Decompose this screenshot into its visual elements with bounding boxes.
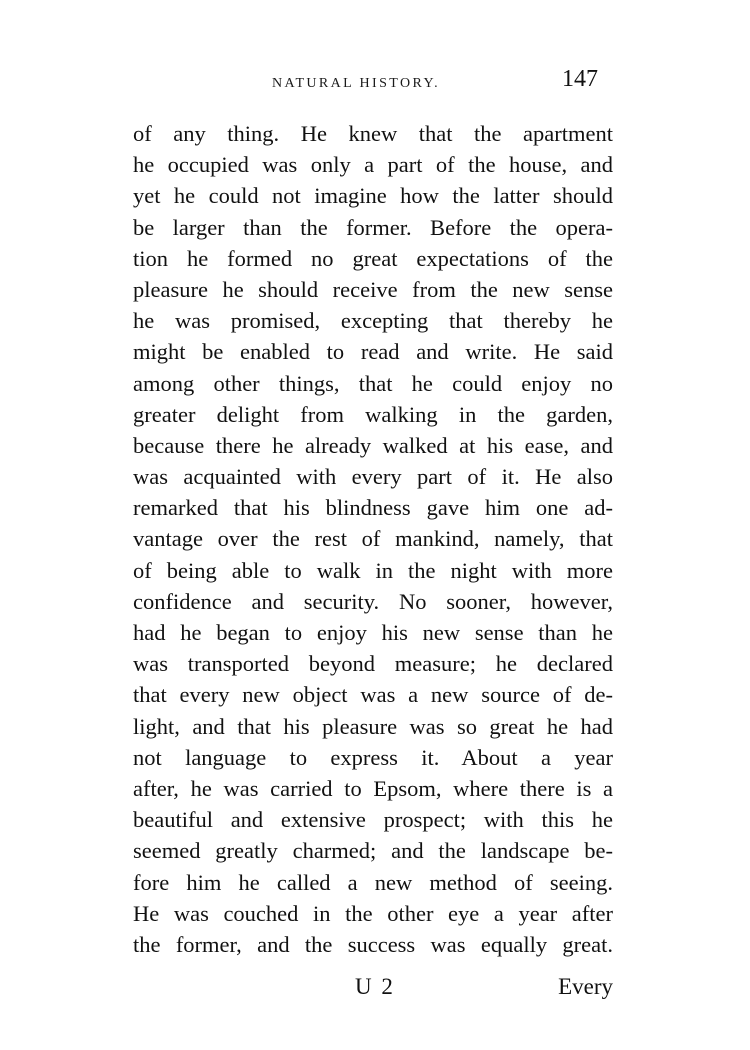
text-line: vantage over the rest of mankind, namely, that: [133, 526, 613, 552]
text-line: had he began to enjoy his new sense than he: [133, 620, 613, 645]
text-line: of any thing. He knew that the apartment: [133, 121, 613, 146]
text-line: yet he could not imagine how the latter should: [133, 183, 613, 209]
text-line: the former, and the success was equally great.: [133, 931, 613, 957]
signature-mark: U 2: [355, 974, 395, 999]
running-title: NATURAL HISTORY.: [272, 76, 441, 91]
page-number: 147: [562, 66, 598, 92]
text-line: was transported beyond measure; he declared: [133, 651, 613, 677]
text-line: of being able to walk in the night with more: [133, 557, 613, 583]
text-line: fore him he called a new method of seeing.: [133, 869, 613, 895]
text-line: was acquainted with every part of it. He also: [133, 464, 613, 490]
text-line: he was promised, excepting that thereby he: [133, 308, 613, 334]
text-line: might be enabled to read and write. He said: [133, 339, 613, 365]
text-line: greater delight from walking in the garden,: [133, 401, 613, 427]
text-line: seemed greatly charmed; and the landscape be-: [133, 838, 613, 864]
text-line: beautiful and extensive prospect; with this he: [133, 807, 613, 833]
text-line: confidence and security. No sooner, however,: [133, 588, 613, 614]
text-line: he occupied was only a part of the house, and: [133, 152, 613, 178]
text-line: because there he already walked at his ease, and: [133, 432, 613, 458]
text-line: He was couched in the other eye a year after: [133, 900, 613, 926]
text-line: not language to express it. About a year: [133, 744, 613, 770]
text-line: remarked that his blindness gave him one ad-: [133, 495, 613, 521]
body-text: [133, 118, 613, 960]
text-line: light, and that his pleasure was so great he had: [133, 713, 613, 739]
catchword: Every: [558, 974, 613, 999]
text-line: that every new object was a new source of de-: [133, 682, 613, 708]
text-line: after, he was carried to Epsom, where there is a: [133, 775, 613, 801]
text-line: tion he formed no great expectations of the: [133, 245, 613, 271]
text-line: among other things, that he could enjoy no: [133, 370, 613, 396]
page-footer: [133, 974, 613, 1008]
text-line: be larger than the former. Before the opera-: [133, 214, 613, 240]
text-line: pleasure he should receive from the new sense: [133, 276, 613, 302]
